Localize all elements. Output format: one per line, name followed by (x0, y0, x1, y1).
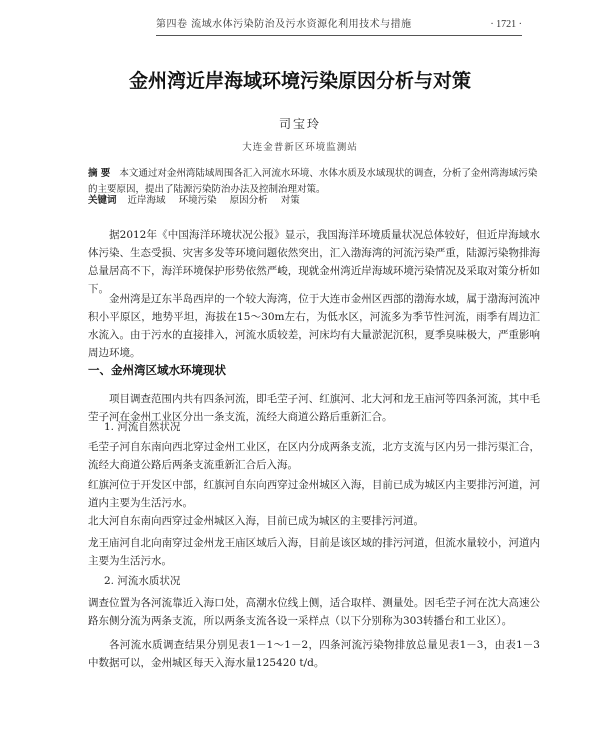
section-heading: 一、金州湾区域水环境现状 (88, 363, 226, 377)
paragraph: 龙王庙河自北向南穿过金州龙王庙区域后入海，目前是该区域的排污河道，但流水量较小，河道内主要为生活污水。 (88, 537, 540, 567)
author: 司宝玲 (278, 117, 321, 131)
paragraph: 北大河自东南向西穿过金州城区入海，目前已成为城区的主要排污河道。 (88, 515, 424, 527)
abstract-text: 本文通过对金州湾陆域周围各汇入河流水环境、水体水质及水域现状的调查，分析了金州湾海域污染的主要原因，提出了陆源污染防治办法及控制治理对策。 (88, 168, 538, 195)
paper-title: 金州湾近岸海域环境污染原因分析与对策 (128, 70, 471, 92)
paragraph: 红旗河位于开发区中部，红旗河自东向西穿过金州城区入海，目前已成为城区内主要排污河道，河道内主要为生活污水。 (88, 479, 540, 509)
keywords (88, 194, 540, 208)
running-header (156, 16, 522, 34)
keyword: 原因分析 (229, 195, 268, 206)
paragraph: 调查位置为各河流靠近入海口处，高潮水位线上侧，适合取样、测量处。因毛茔子河在沈大高速公路东侧分流为两条支流，所以两条支流各设一采样点（以下分别称为303转播台和工业区）。 (88, 597, 540, 627)
keyword: 对策 (280, 195, 300, 206)
abstract-label: 摘 要 (88, 168, 111, 179)
keywords-label: 关键词 (88, 195, 117, 206)
header-rule (156, 35, 522, 36)
keyword: 近岸海域 (127, 195, 166, 206)
subsection-heading: 1. 河流自然状况 (104, 421, 181, 433)
subsection-heading: 2. 河流水质状况 (104, 575, 181, 587)
paragraph: 据2012年《中国海洋环境状况公报》显示，我国海洋环境质量状况总体较好，但近岸海域水体污染、生态受损、灾害多发等环境问题依然突出，汇入渤海湾的河流污染严重，陆源污染物排海总量居高不下，海洋环境保护形势依然严峻，现就金州湾近岸海域环境污染情况及采取对策分析如下。 (88, 229, 540, 295)
affiliation: 大连金普新区环境监测站 (242, 142, 358, 153)
paragraph: 各河流水质调查结果分别见表1－1～1－2，四条河流污染物排放总量见表1－3，由表1－3中数据可以，金州城区每天入海水量125420 t/d。 (88, 639, 540, 669)
keyword: 环境污染 (178, 195, 217, 206)
page-number: · 1721 · (490, 19, 522, 30)
running-header-title: 第四卷 流域水体污染防治及污水资源化利用技术与措施 (156, 19, 412, 30)
paragraph: 项目调查范围内共有四条河流，即毛茔子河、红旗河、北大河和龙王庙河等四条河流，其中毛茔子河在金州工业区分出一条支流，流经大商道公路后重新汇合。 (88, 393, 540, 423)
paragraph: 毛茔子河自东南向西北穿过金州工业区，在区内分成两条支流，北方支流与区内另一排污渠汇合，流经大商道公路后两条支流重新汇合后入海。 (88, 441, 540, 471)
paragraph: 金州湾是辽东半岛西岸的一个较大海湾，位于大连市金州区西部的渤海水域，属于渤海河流冲积小平原区，地势平坦，海拔在15～30m左右，为低水区，河流多为季节性河流，雨季有周边汇水流入。由于污水的直接排入，河流水质较差，河床均有大量淤泥沉积，夏季臭味极大，严重影响周边环境。 (88, 293, 540, 359)
